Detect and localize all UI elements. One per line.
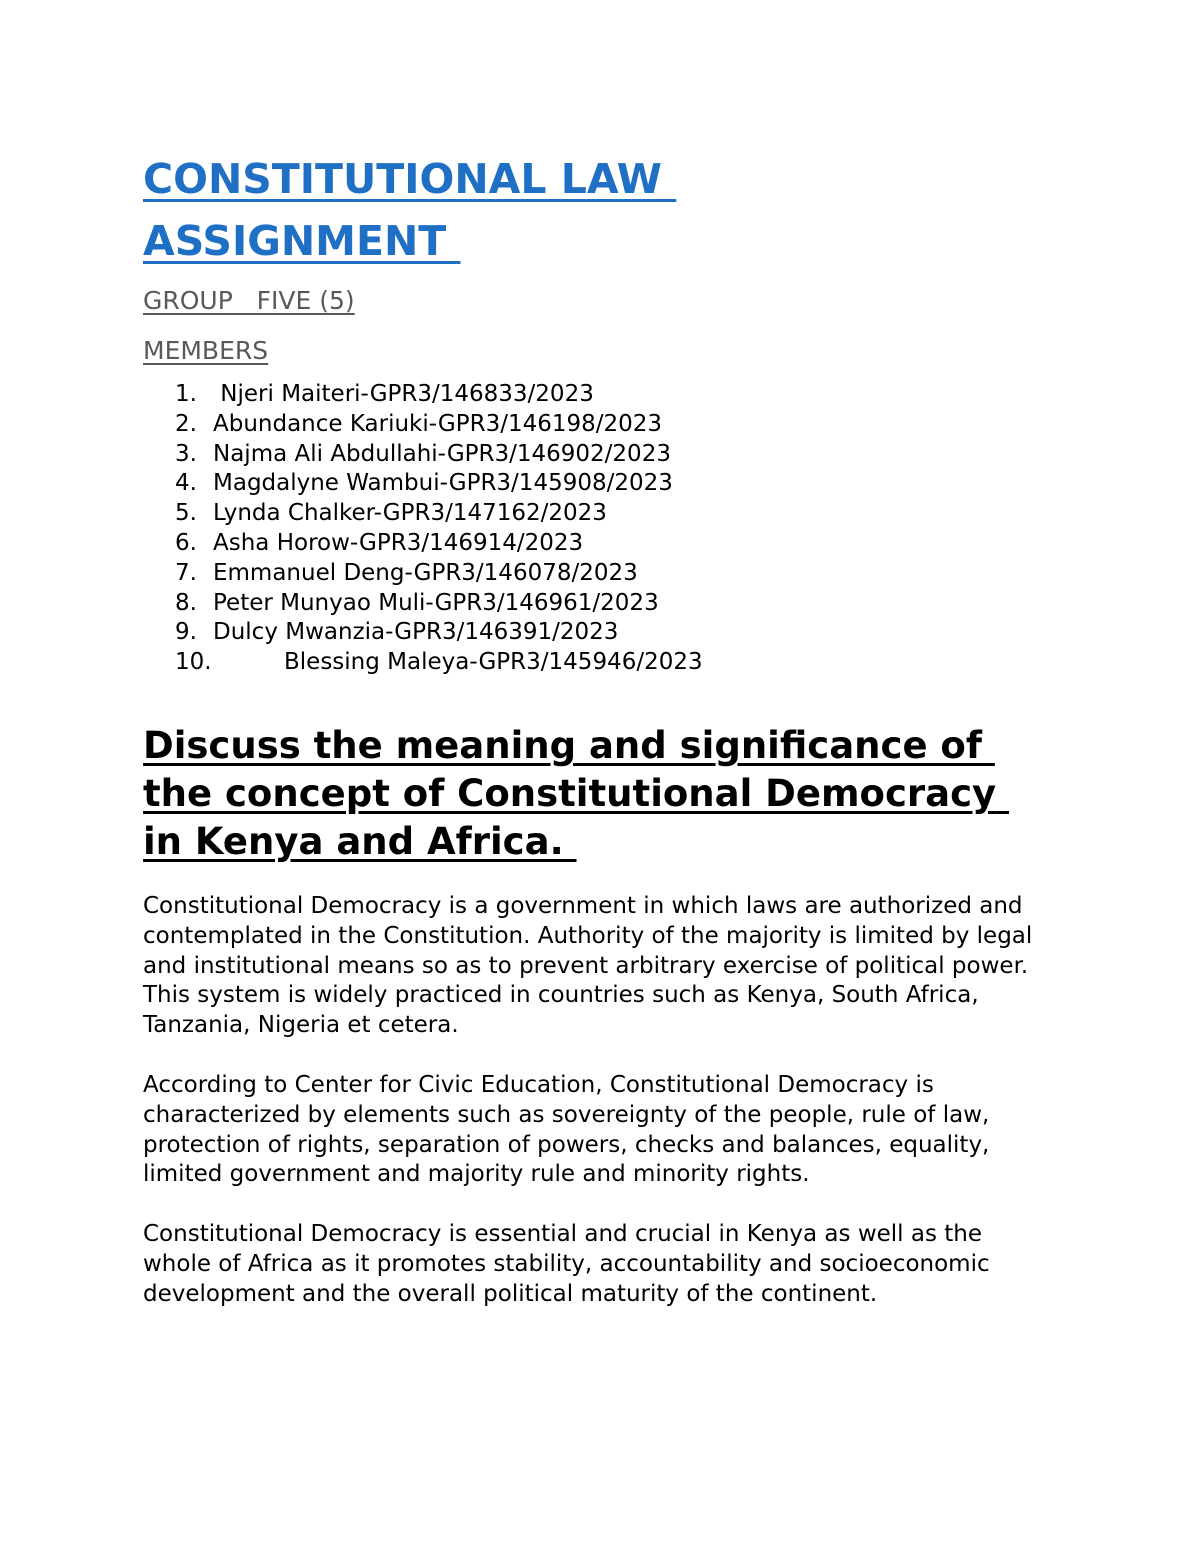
member-entry: Blessing Maleya-GPR3/145946/2023 bbox=[284, 649, 703, 676]
list-number: 10. bbox=[175, 649, 212, 676]
list-number: 4. bbox=[175, 470, 197, 497]
list-number: 2. bbox=[175, 410, 197, 437]
list-item bbox=[143, 469, 1043, 499]
list-number: 7. bbox=[175, 559, 197, 586]
list-item bbox=[143, 559, 1043, 589]
member-entry: Peter Munyao Muli-GPR3/146961/2023 bbox=[213, 589, 659, 616]
list-number: 6. bbox=[175, 529, 197, 556]
document-title: CONSTITUTIONAL LAW ASSIGNMENT bbox=[143, 155, 677, 265]
list-number: 9. bbox=[175, 619, 197, 646]
list-item bbox=[143, 440, 1043, 470]
list-item bbox=[143, 410, 1043, 440]
member-entry: Dulcy Mwanzia-GPR3/146391/2023 bbox=[213, 619, 619, 646]
list-number: 5. bbox=[175, 500, 197, 527]
member-entry: Magdalyne Wambui-GPR3/145908/2023 bbox=[213, 470, 673, 497]
member-entry: Lynda Chalker-GPR3/147162/2023 bbox=[213, 500, 607, 527]
paragraph-definition: Constitutional Democracy is a government in which laws are authorized and contemplated in the Constitution. Authority of the majority is limited by legal and institutional means so as to prevent arbitrary exercise of political power. bbox=[143, 892, 1033, 979]
member-entry: Asha Horow-GPR3/146914/2023 bbox=[213, 529, 584, 556]
paragraph-countries: This system is widely practiced in countries such as Kenya, South Africa, Tanzania, Nigeria et cetera. bbox=[143, 982, 979, 1039]
list-number: 1. bbox=[175, 381, 197, 407]
paragraph-significance: Constitutional Democracy is essential and crucial in Kenya as well as the whole of Africa as it promotes stability, accountability and socioeconomic development and the overall political maturity of the continent. bbox=[143, 1221, 990, 1307]
document-page bbox=[143, 148, 1043, 1310]
list-item bbox=[143, 648, 1043, 678]
member-entry: Abundance Kariuki-GPR3/146198/2023 bbox=[213, 410, 663, 437]
list-number: 3. bbox=[175, 440, 197, 467]
members-label: MEMBERS bbox=[143, 336, 269, 365]
member-entry: Njeri Maiteri-GPR3/146833/2023 bbox=[213, 381, 594, 407]
list-item bbox=[143, 618, 1043, 648]
member-list bbox=[143, 380, 1043, 678]
assignment-question: Discuss the meaning and significance of the concept of Constitutional Democracy in Kenya and Africa. bbox=[143, 723, 1010, 863]
list-item bbox=[143, 589, 1043, 619]
list-item bbox=[143, 380, 1043, 410]
paragraph-elements: According to Center for Civic Education, Constitutional Democracy is characterized by elements such as sovereignty of the people, rule of law, protection of rights, separation of powers, checks and balances, equality, limited government and majority rule and minority rights. bbox=[143, 1071, 990, 1188]
group-label: GROUP FIVE (5) bbox=[143, 286, 355, 315]
member-entry: Najma Ali Abdullahi-GPR3/146902/2023 bbox=[213, 440, 671, 467]
list-item bbox=[143, 499, 1043, 529]
member-entry: Emmanuel Deng-GPR3/146078/2023 bbox=[213, 559, 638, 586]
list-number: 8. bbox=[175, 589, 197, 616]
list-item bbox=[143, 529, 1043, 559]
